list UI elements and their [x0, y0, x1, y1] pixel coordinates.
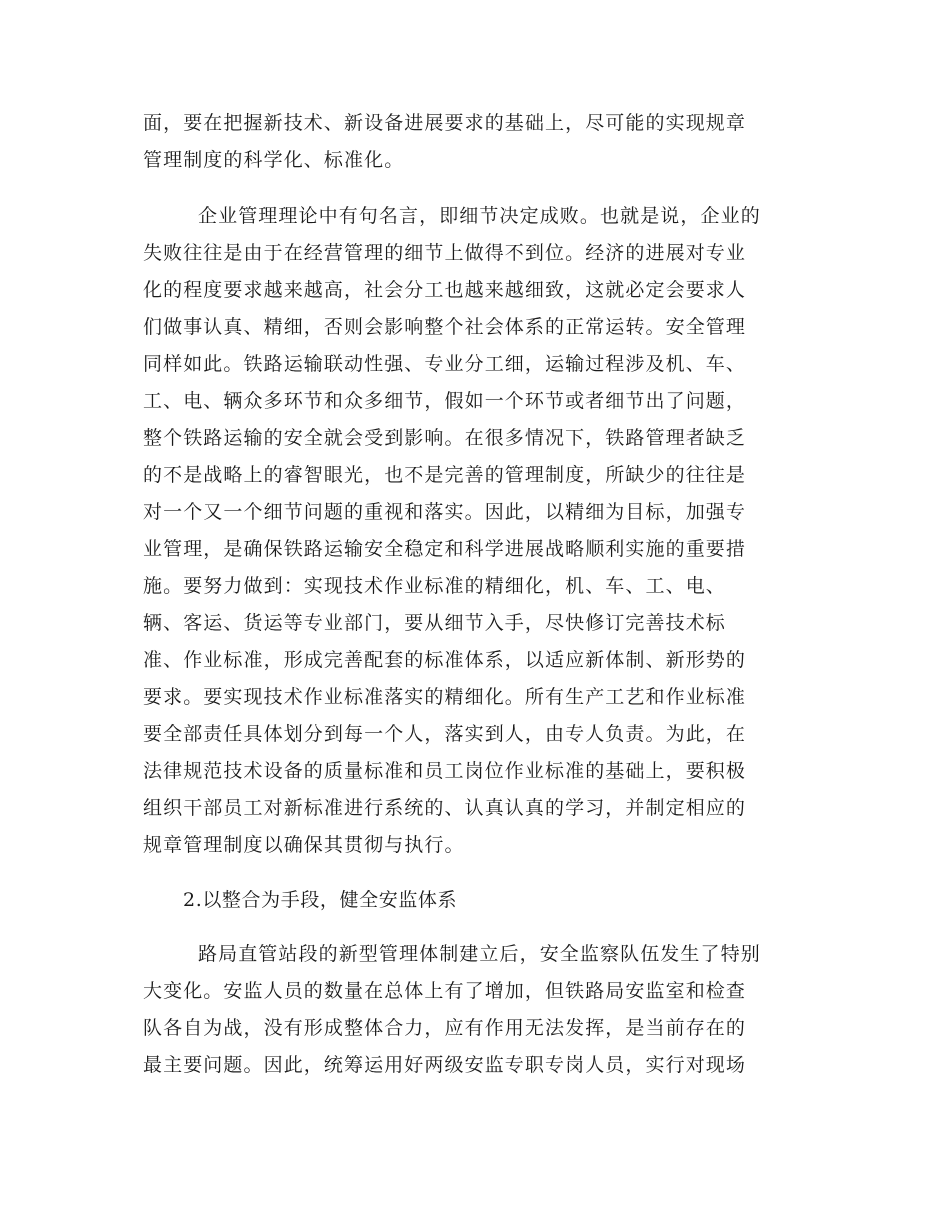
- text-line: 企业管理理论中有句名言，即细节决定成败。也就是说，企业的: [198, 205, 761, 227]
- text-line: 最主要问题。因此，统筹运用好两级安监专职专岗人员，实行对现场: [143, 1054, 747, 1076]
- text-line: 辆、客运、货运等专业部门，要从细节入手，尽快修订完善技术标: [143, 612, 726, 634]
- text-line: 要全部责任具体划分到每一个人，落实到人，由专人负责。为此，在: [143, 723, 747, 745]
- text-line: 化的程度要求越来越高，社会分工也越来越细致，这就必定会要求人: [143, 279, 747, 301]
- text-line: 整个铁路运输的安全就会受到影响。在很多情况下，铁路管理者缺乏: [143, 427, 747, 449]
- text-line: 队各自为战，没有形成整体合力，应有作用无法发挥，是当前存在的: [143, 1017, 747, 1039]
- text-line: 同样如此。铁路运输联动性强、专业分工细，运输过程涉及机、车、: [143, 353, 747, 375]
- text-line: 失败往往是由于在经营管理的细节上做得不到位。经济的进展对专业: [143, 242, 747, 264]
- text-line: 大变化。安监人员的数量在总体上有了增加，但铁路局安监室和检查: [143, 980, 747, 1002]
- text-line: 业管理，是确保铁路运输安全稳定和科学进展战略顺利实施的重要措: [143, 538, 747, 560]
- text-line: 要求。要实现技术作业标准落实的精细化。所有生产工艺和作业标准: [143, 686, 747, 708]
- text-line: 施。要努力做到：实现技术作业标准的精细化，机、车、工、电、: [143, 575, 726, 597]
- text-line: 准、作业标准，形成完善配套的标准体系，以适应新体制、新形势的: [143, 649, 747, 671]
- text-line: 的不是战略上的睿智眼光，也不是完善的管理制度，所缺少的往往是: [143, 464, 747, 486]
- text-line: 工、电、辆众多环节和众多细节，假如一个环节或者细节出了问题，: [143, 390, 747, 412]
- text-line: 法律规范技术设备的质量标准和员工岗位作业标准的基础上，要积极: [143, 760, 747, 782]
- text-line: 路局直管站段的新型管理体制建立后，安全监察队伍发生了特别: [198, 943, 761, 965]
- text-line: 面，要在把握新技术、新设备进展要求的基础上，尽可能的实现规章: [143, 112, 747, 134]
- text-line: 对一个又一个细节问题的重视和落实。因此，以精细为目标，加强专: [143, 501, 747, 523]
- text-line: 管理制度的科学化、标准化。: [143, 149, 405, 171]
- text-line: 们做事认真、精细，否则会影响整个社会体系的正常运转。安全管理: [143, 316, 747, 338]
- section-heading: 2.以整合为手段，健全安监体系: [183, 889, 458, 911]
- text-line: 组织干部员工对新标准进行系统的、认真认真的学习，并制定相应的: [143, 797, 747, 819]
- text-line: 规章管理制度以确保其贯彻与执行。: [143, 834, 465, 856]
